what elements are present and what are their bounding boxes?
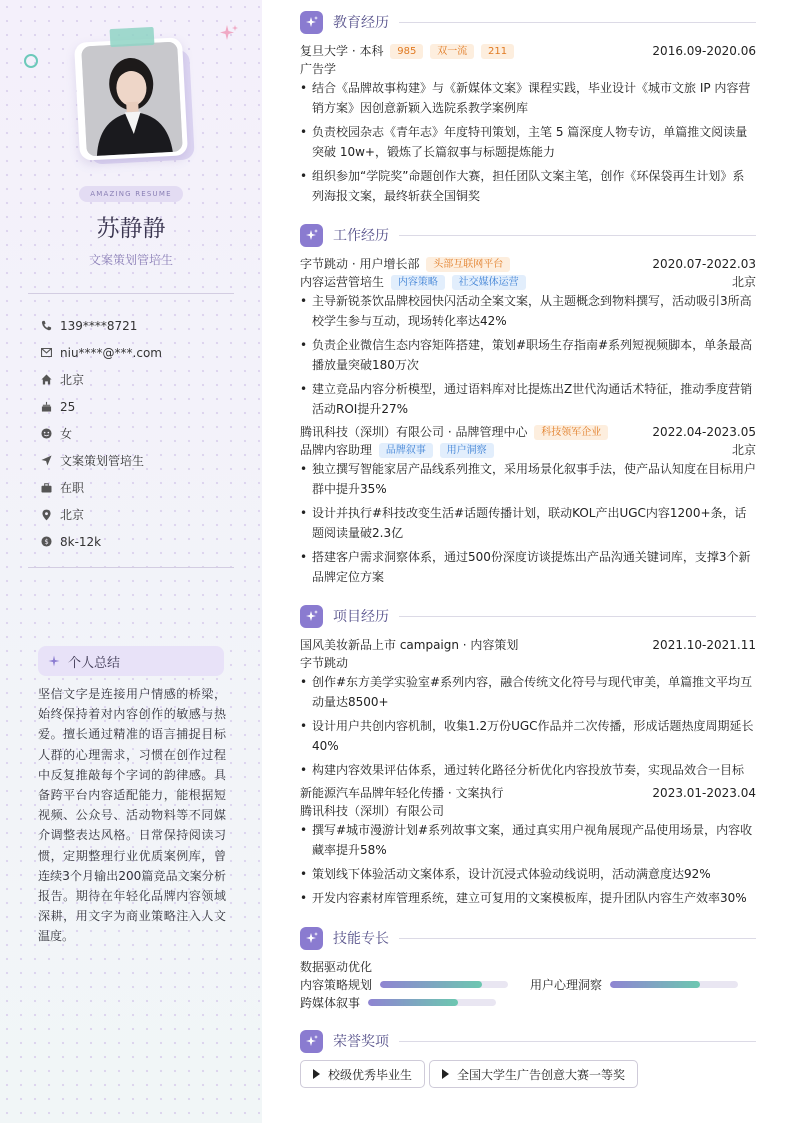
role-tag: 品牌叙事 — [379, 443, 433, 458]
school-tag: 双一流 — [430, 44, 474, 59]
skill-item — [300, 994, 496, 1010]
section-divider — [399, 22, 756, 23]
info-salary: $ 8k-12k — [40, 528, 240, 555]
info-email: niu****@***.com — [40, 339, 240, 366]
project-bullets — [300, 672, 756, 784]
job-role: 内容运营管培生 — [300, 275, 385, 289]
job-bullets — [300, 459, 756, 591]
skill-bar — [610, 981, 738, 988]
school-name: 复旦大学 · 本科 — [300, 44, 384, 58]
award-item — [300, 1060, 425, 1088]
company-tag: 头部互联网平台 — [426, 257, 510, 272]
list-item: • 设计用户共创内容机制，收集1.2万份UGC作品并二次传播，形成话题热度周期延长40% — [300, 716, 756, 756]
major-row — [300, 60, 756, 78]
skill-bar — [380, 981, 508, 988]
project-header — [300, 636, 756, 654]
list-item: • 负责企业微信生态内容矩阵搭建，策划#职场生存指南#系列短视频脚本，单条最高播放量突破180万次 — [300, 335, 756, 375]
list-item: • 构建内容效果评估体系，通过转化路径分析优化内容投放节奏，实现品效合一目标 — [300, 760, 756, 780]
section-title: 教育经历 — [333, 15, 389, 31]
school-tag: 985 — [390, 44, 423, 59]
company-name: 腾讯科技（深圳）有限公司 · 品牌管理中心 — [300, 425, 528, 439]
skill-name: 用户心理洞察 — [530, 977, 603, 992]
mail-icon — [40, 347, 52, 359]
section-divider — [399, 1041, 756, 1042]
list-item: • 结合《品牌故事构建》与《新媒体文案》课程实践，毕业设计《城市文旅 IP 内容营销方案》因创意新颖入选院系教学案例库 — [300, 78, 756, 118]
summary-text: 坚信文字是连接用户情感的桥梁，始终保持着对内容创作的敏感与热爱。擅长通过精准的语言捕捉目标人群的心理需求，习惯在创作过程中反复推敲每个字词的韵律感。具备跨平台内容适配能力，能根据短视频、公众号、活动物料等不同媒介调整表达风格。日常保持阅读习惯，定期整理行业优质案例库，曾连续3个月输出200篇竞品文案分析报告。期待在年轻化品牌内容领域深耕，用文字为商业策略注入人文温度。 — [38, 687, 226, 944]
project-org-row — [300, 802, 756, 820]
list-item: • 组织参加“学院奖”命题创作大赛，担任团队文案主笔，创作《环保袋再生计划》系列海报文案，最终斩获全国铜奖 — [300, 166, 756, 206]
sparkle-decoration-icon — [218, 23, 240, 45]
job-date: 2020.07-2022.03 — [652, 257, 756, 271]
list-item: • 策划线下体验活动文案体系，设计沉浸式体验动线说明，活动满意度达92% — [300, 864, 756, 884]
project-org: 字节跳动 — [300, 656, 349, 670]
project-name: 国风美妆新品上市 campaign · 内容策划 — [300, 638, 519, 652]
project-header — [300, 784, 756, 802]
play-icon — [313, 1069, 320, 1079]
project-org-row — [300, 654, 756, 672]
job-city: 北京 — [731, 443, 756, 457]
project-org: 腾讯科技（深圳）有限公司 — [300, 804, 445, 818]
skill-name: 内容策略规划 — [300, 977, 373, 992]
skill-name: 数据驱动优化 — [300, 959, 373, 974]
candidate-name: 苏静静 — [96, 216, 166, 242]
section-title: 技能专长 — [333, 931, 389, 947]
section-divider — [399, 938, 756, 939]
ring-decoration-icon — [24, 54, 38, 68]
project-name: 新能源汽车品牌年轻化传播 · 文案执行 — [300, 786, 504, 800]
project-date: 2021.10-2021.11 — [652, 638, 756, 652]
job-header — [300, 423, 756, 441]
candidate-title: 文案策划管培生 — [88, 253, 173, 267]
location-icon — [40, 509, 52, 521]
job-role: 品牌内容助理 — [300, 443, 373, 457]
section-icon — [300, 1030, 323, 1053]
cake-icon — [40, 401, 52, 413]
gender-icon — [40, 428, 52, 440]
work-header — [300, 223, 756, 247]
role-tag: 社交媒体运营 — [452, 275, 526, 290]
section-icon — [300, 605, 323, 628]
list-item: • 撰写#城市漫游计划#系列故事文案，通过真实用户视角展现产品使用场景，内容收藏率提升58% — [300, 820, 756, 860]
company-tag: 科技领军企业 — [534, 425, 608, 440]
project-bullets — [300, 820, 756, 912]
list-item: • 创作#东方美学实验室#系列内容，融合传统文化符号与现代审美，单篇推文平均互动量达8500+ — [300, 672, 756, 712]
list-item: • 开发内容素材库管理系统，建立可复用的文案模板库，提升团队内容生产效率30% — [300, 888, 756, 908]
role-tag: 内容策略 — [391, 275, 445, 290]
divider — [28, 293, 234, 294]
info-work-city: 北京 — [40, 501, 240, 528]
summary-header — [38, 646, 224, 676]
section-title: 工作经历 — [333, 228, 389, 244]
list-item: • 搭建客户需求洞察体系，通过500份深度访谈提炼出产品沟通关键词库，支撑3个新品牌定位方案 — [300, 547, 756, 587]
job-date: 2022.04-2023.05 — [652, 425, 756, 439]
list-item: • 独立撰写智能家居产品线系列推文，采用场景化叙事手法，使产品认知度在目标用户群中提升35% — [300, 459, 756, 499]
section-divider — [399, 616, 756, 617]
education-header — [300, 10, 756, 34]
info-phone: 139****8721 — [40, 312, 240, 339]
section-divider — [399, 235, 756, 236]
company-name: 字节跳动 · 用户增长部 — [300, 257, 420, 271]
salary-icon — [40, 536, 52, 548]
svg-text:$: $ — [43, 538, 49, 547]
info-status: 在职 — [40, 474, 240, 501]
award-label: 校级优秀毕业生 — [328, 1067, 413, 1082]
section-icon — [300, 224, 323, 247]
sparkle-icon — [48, 655, 60, 667]
education-date: 2016.09-2020.06 — [652, 44, 756, 58]
photo-tape — [110, 27, 155, 47]
info-target-role: 文案策划管培生 — [40, 447, 240, 474]
section-title: 项目经历 — [333, 609, 389, 625]
section-icon — [300, 927, 323, 950]
job-role-row — [300, 273, 756, 291]
skill-bar — [368, 999, 496, 1006]
award-item — [429, 1060, 638, 1088]
send-icon — [40, 455, 52, 467]
phone-icon — [40, 320, 52, 332]
section-icon — [300, 11, 323, 34]
avatar — [81, 42, 183, 157]
info-city: 北京 — [40, 366, 240, 393]
divider — [28, 567, 234, 568]
job-role-row — [300, 441, 756, 459]
projects-header — [300, 604, 756, 628]
briefcase-icon — [40, 482, 52, 494]
role-tag: 用户洞察 — [440, 443, 494, 458]
skill-item — [300, 976, 508, 992]
skill-bar-fill — [610, 981, 700, 988]
home-icon — [40, 374, 52, 386]
job-header — [300, 255, 756, 273]
list-item: • 主导新锐茶饮品牌校园快闪活动全案文案，从主题概念到物料撰写，活动吸引3所高校学生参与互动，现场转化率达42% — [300, 291, 756, 331]
skill-bar-fill — [368, 999, 458, 1006]
education-row — [300, 42, 756, 60]
list-item: • 建立竞品内容分析模型，通过语料库对比提炼出Z世代沟通话术特征，推动季度营销活动ROI提升27% — [300, 379, 756, 419]
sidebar — [0, 0, 262, 1123]
play-icon — [442, 1069, 449, 1079]
list-item: • 设计并执行#科技改变生活#话题传播计划，联动KOL产出UGC内容1200+条，话题阅读量破2.3亿 — [300, 503, 756, 543]
major: 广告学 — [300, 62, 337, 76]
school-tag: 211 — [481, 44, 514, 59]
education-bullets — [300, 78, 756, 210]
info-gender: 女 — [40, 420, 240, 447]
skill-item — [530, 976, 738, 992]
project-date: 2023.01-2023.04 — [652, 786, 756, 800]
job-bullets — [300, 291, 756, 423]
resume-badge: AMAZING RESUME — [79, 186, 183, 202]
award-label: 全国大学生广告创意大赛一等奖 — [457, 1067, 626, 1082]
section-title: 荣誉奖项 — [333, 1034, 389, 1050]
contact-info-list — [40, 312, 240, 555]
skill-bar-fill — [380, 981, 482, 988]
info-age: 25 — [40, 393, 240, 420]
list-item: • 负责校园杂志《青年志》年度特刊策划，主笔 5 篇深度人物专访，单篇推文阅读量突破 10w+，锻炼了长篇叙事与标题提炼能力 — [300, 122, 756, 162]
job-city: 北京 — [731, 275, 756, 289]
skills-header — [300, 926, 756, 950]
honors-header — [300, 1029, 756, 1053]
skill-name: 跨媒体叙事 — [300, 995, 361, 1010]
skill-item — [300, 958, 372, 974]
summary-title: 个人总结 — [68, 655, 121, 671]
